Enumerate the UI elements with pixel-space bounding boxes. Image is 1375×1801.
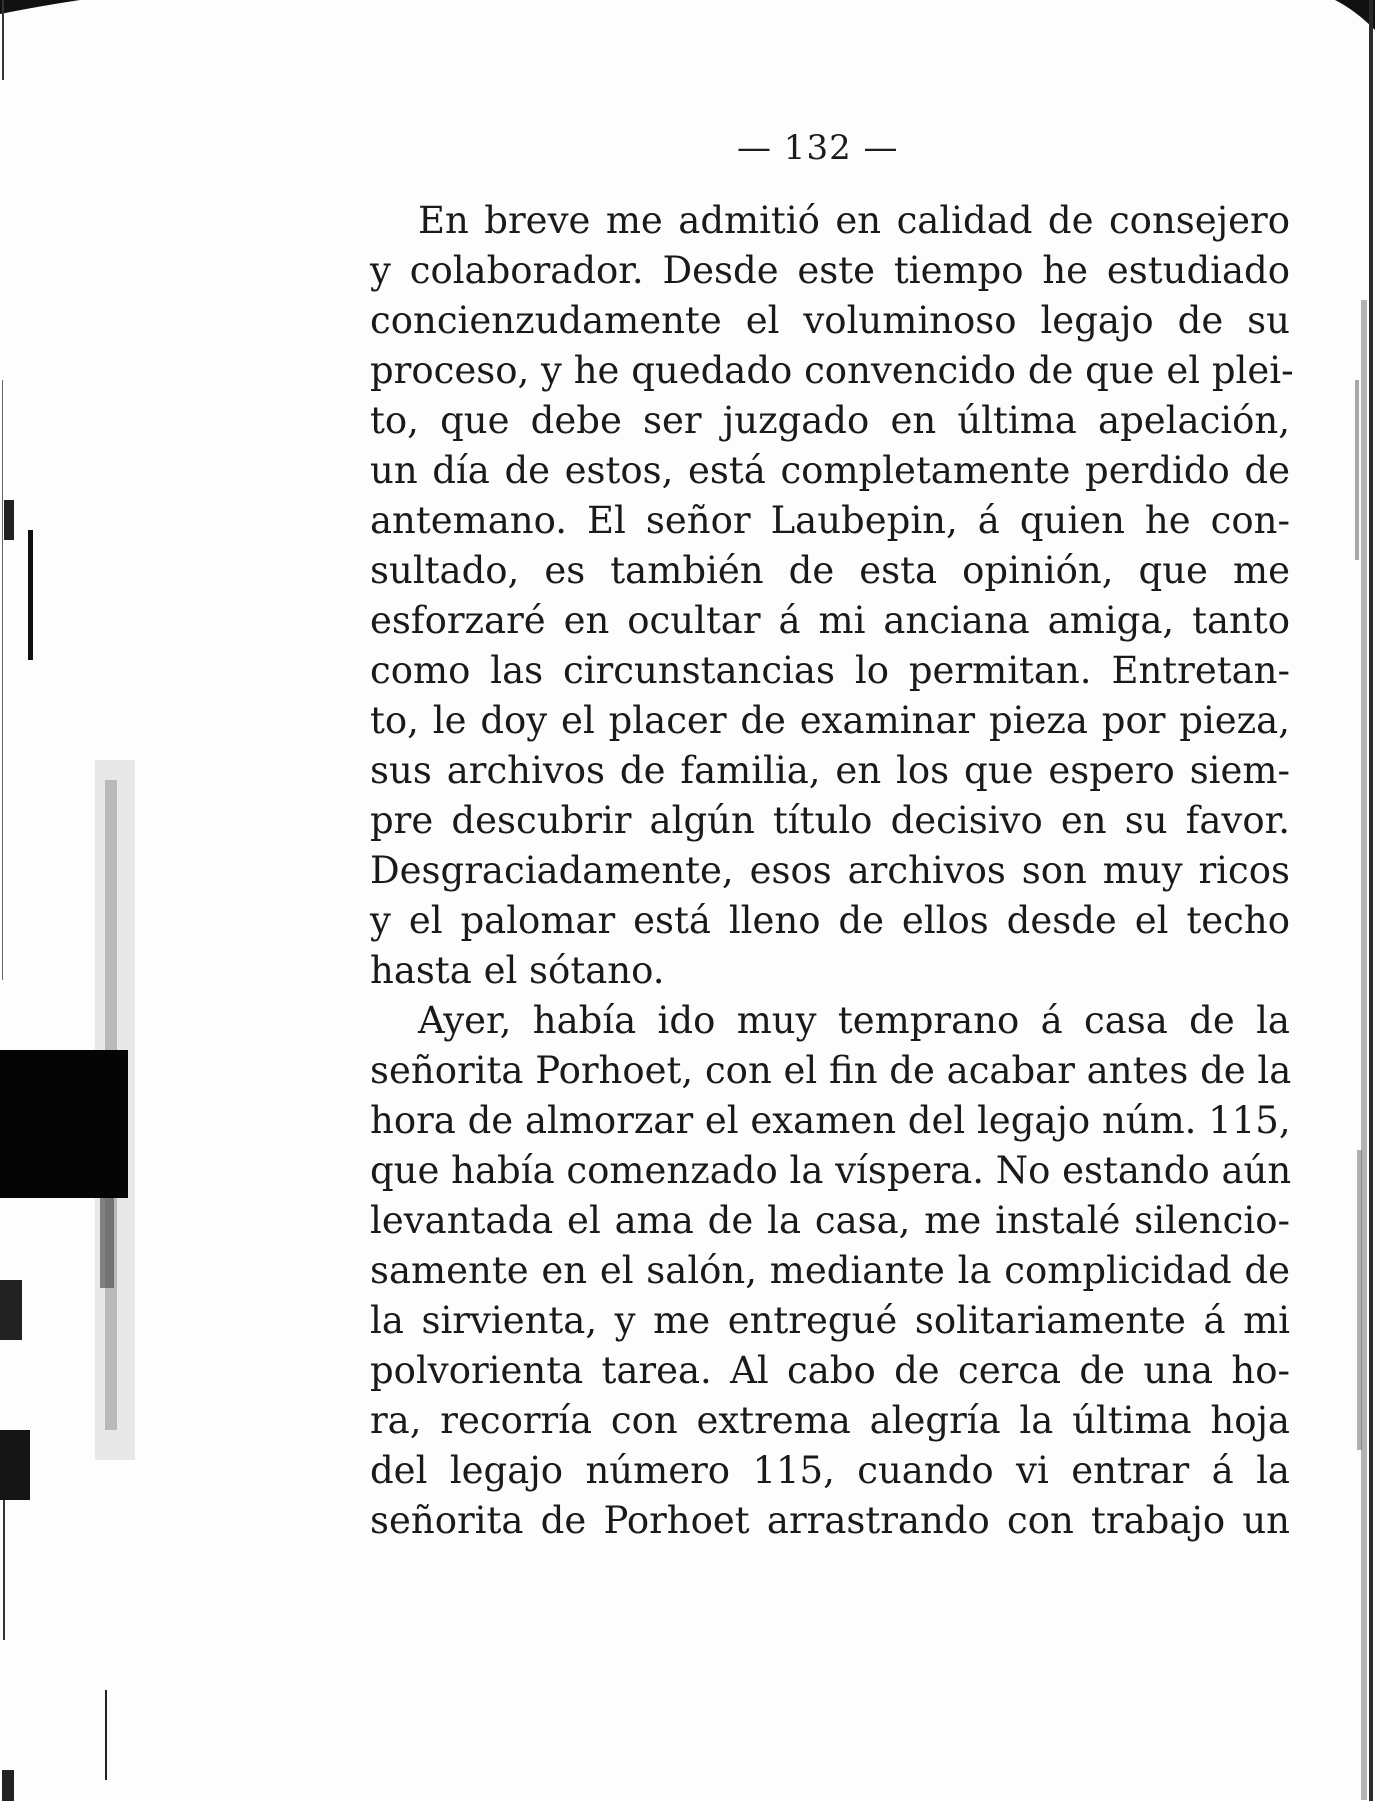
text-line: un día de estos, está completamente perdido de bbox=[370, 449, 1290, 492]
text-line: pre descubrir algún título decisivo en su favor. bbox=[370, 799, 1290, 842]
text-line: Desgraciadamente, esos archivos son muy ricos bbox=[370, 849, 1290, 892]
text-line: la sirvienta, y me entregué solitariamente á mi bbox=[370, 1299, 1290, 1342]
edge-line bbox=[1369, 0, 1373, 1801]
edge-mark bbox=[100, 1198, 114, 1288]
text-line: samente en el salón, mediante la complicidad de bbox=[370, 1249, 1290, 1292]
text-line: que había comenzado la víspera. No estando aún bbox=[370, 1149, 1292, 1192]
text-line: y el palomar está lleno de ellos desde el techo bbox=[370, 899, 1290, 942]
text-line: señorita de Porhoet arrastrando con trabajo un bbox=[370, 1499, 1290, 1542]
text-line: y colaborador. Desde este tiempo he estudiado bbox=[370, 249, 1290, 292]
text-line: En breve me admitió en calidad de consejero bbox=[418, 199, 1290, 242]
edge-mark bbox=[2, 1770, 14, 1801]
text-line: antemano. El señor Laubepin, á quien he con- bbox=[370, 499, 1290, 542]
edge-noise bbox=[1357, 1150, 1362, 1450]
text-line: del legajo número 115, cuando vi entrar á la bbox=[370, 1449, 1290, 1492]
text-line: proceso, y he quedado convencido de que el plei- bbox=[370, 349, 1294, 392]
corner-shadow bbox=[0, 0, 80, 14]
edge-mark bbox=[0, 1430, 30, 1500]
edge-mark bbox=[4, 500, 14, 540]
text-line: polvorienta tarea. Al cabo de cerca de una ho- bbox=[370, 1349, 1290, 1392]
text-line: to, que debe ser juzgado en última apelación, bbox=[370, 399, 1290, 442]
text-line: ra, recorría con extrema alegría la última hoja bbox=[370, 1399, 1290, 1442]
edge-mark bbox=[0, 1280, 22, 1340]
black-block bbox=[0, 1050, 128, 1198]
edge-mark bbox=[28, 530, 33, 660]
text-line: levantada el ama de la casa, me instalé silencio- bbox=[370, 1199, 1290, 1242]
text-line: como las circunstancias lo permitan. Entretan- bbox=[370, 649, 1290, 692]
text-line: señorita Porhoet, con el fin de acabar antes de la bbox=[370, 1049, 1292, 1092]
edge-noise bbox=[1355, 380, 1359, 560]
edge-line bbox=[3, 1500, 5, 1640]
edge-noise bbox=[1361, 300, 1367, 1800]
paragraph bbox=[370, 196, 1294, 996]
text-line: esforzaré en ocultar á mi anciana amiga, tanto bbox=[370, 599, 1290, 642]
text-line: to, le doy el placer de examinar pieza por pieza, bbox=[370, 699, 1290, 742]
edge-line bbox=[2, 0, 4, 80]
page-number: — 132 — bbox=[737, 128, 899, 168]
scan-gutter-left bbox=[0, 0, 160, 1801]
text-line: sultado, es también de esta opinión, que me bbox=[370, 549, 1290, 592]
edge-line bbox=[2, 380, 3, 980]
text-line: concienzudamente el voluminoso legajo de su bbox=[370, 299, 1290, 342]
text-line: Ayer, había ido muy temprano á casa de la bbox=[418, 999, 1290, 1042]
edge-line bbox=[105, 1690, 107, 1780]
text-line: hora de almorzar el examen del legajo núm. 115, bbox=[370, 1099, 1291, 1142]
text-line: hasta el sótano. bbox=[370, 949, 665, 992]
scan-gutter-right bbox=[1335, 0, 1375, 1801]
paragraph bbox=[370, 996, 1290, 1546]
text-line: sus archivos de familia, en los que espero siem- bbox=[370, 749, 1290, 792]
body-text bbox=[370, 196, 1294, 1546]
